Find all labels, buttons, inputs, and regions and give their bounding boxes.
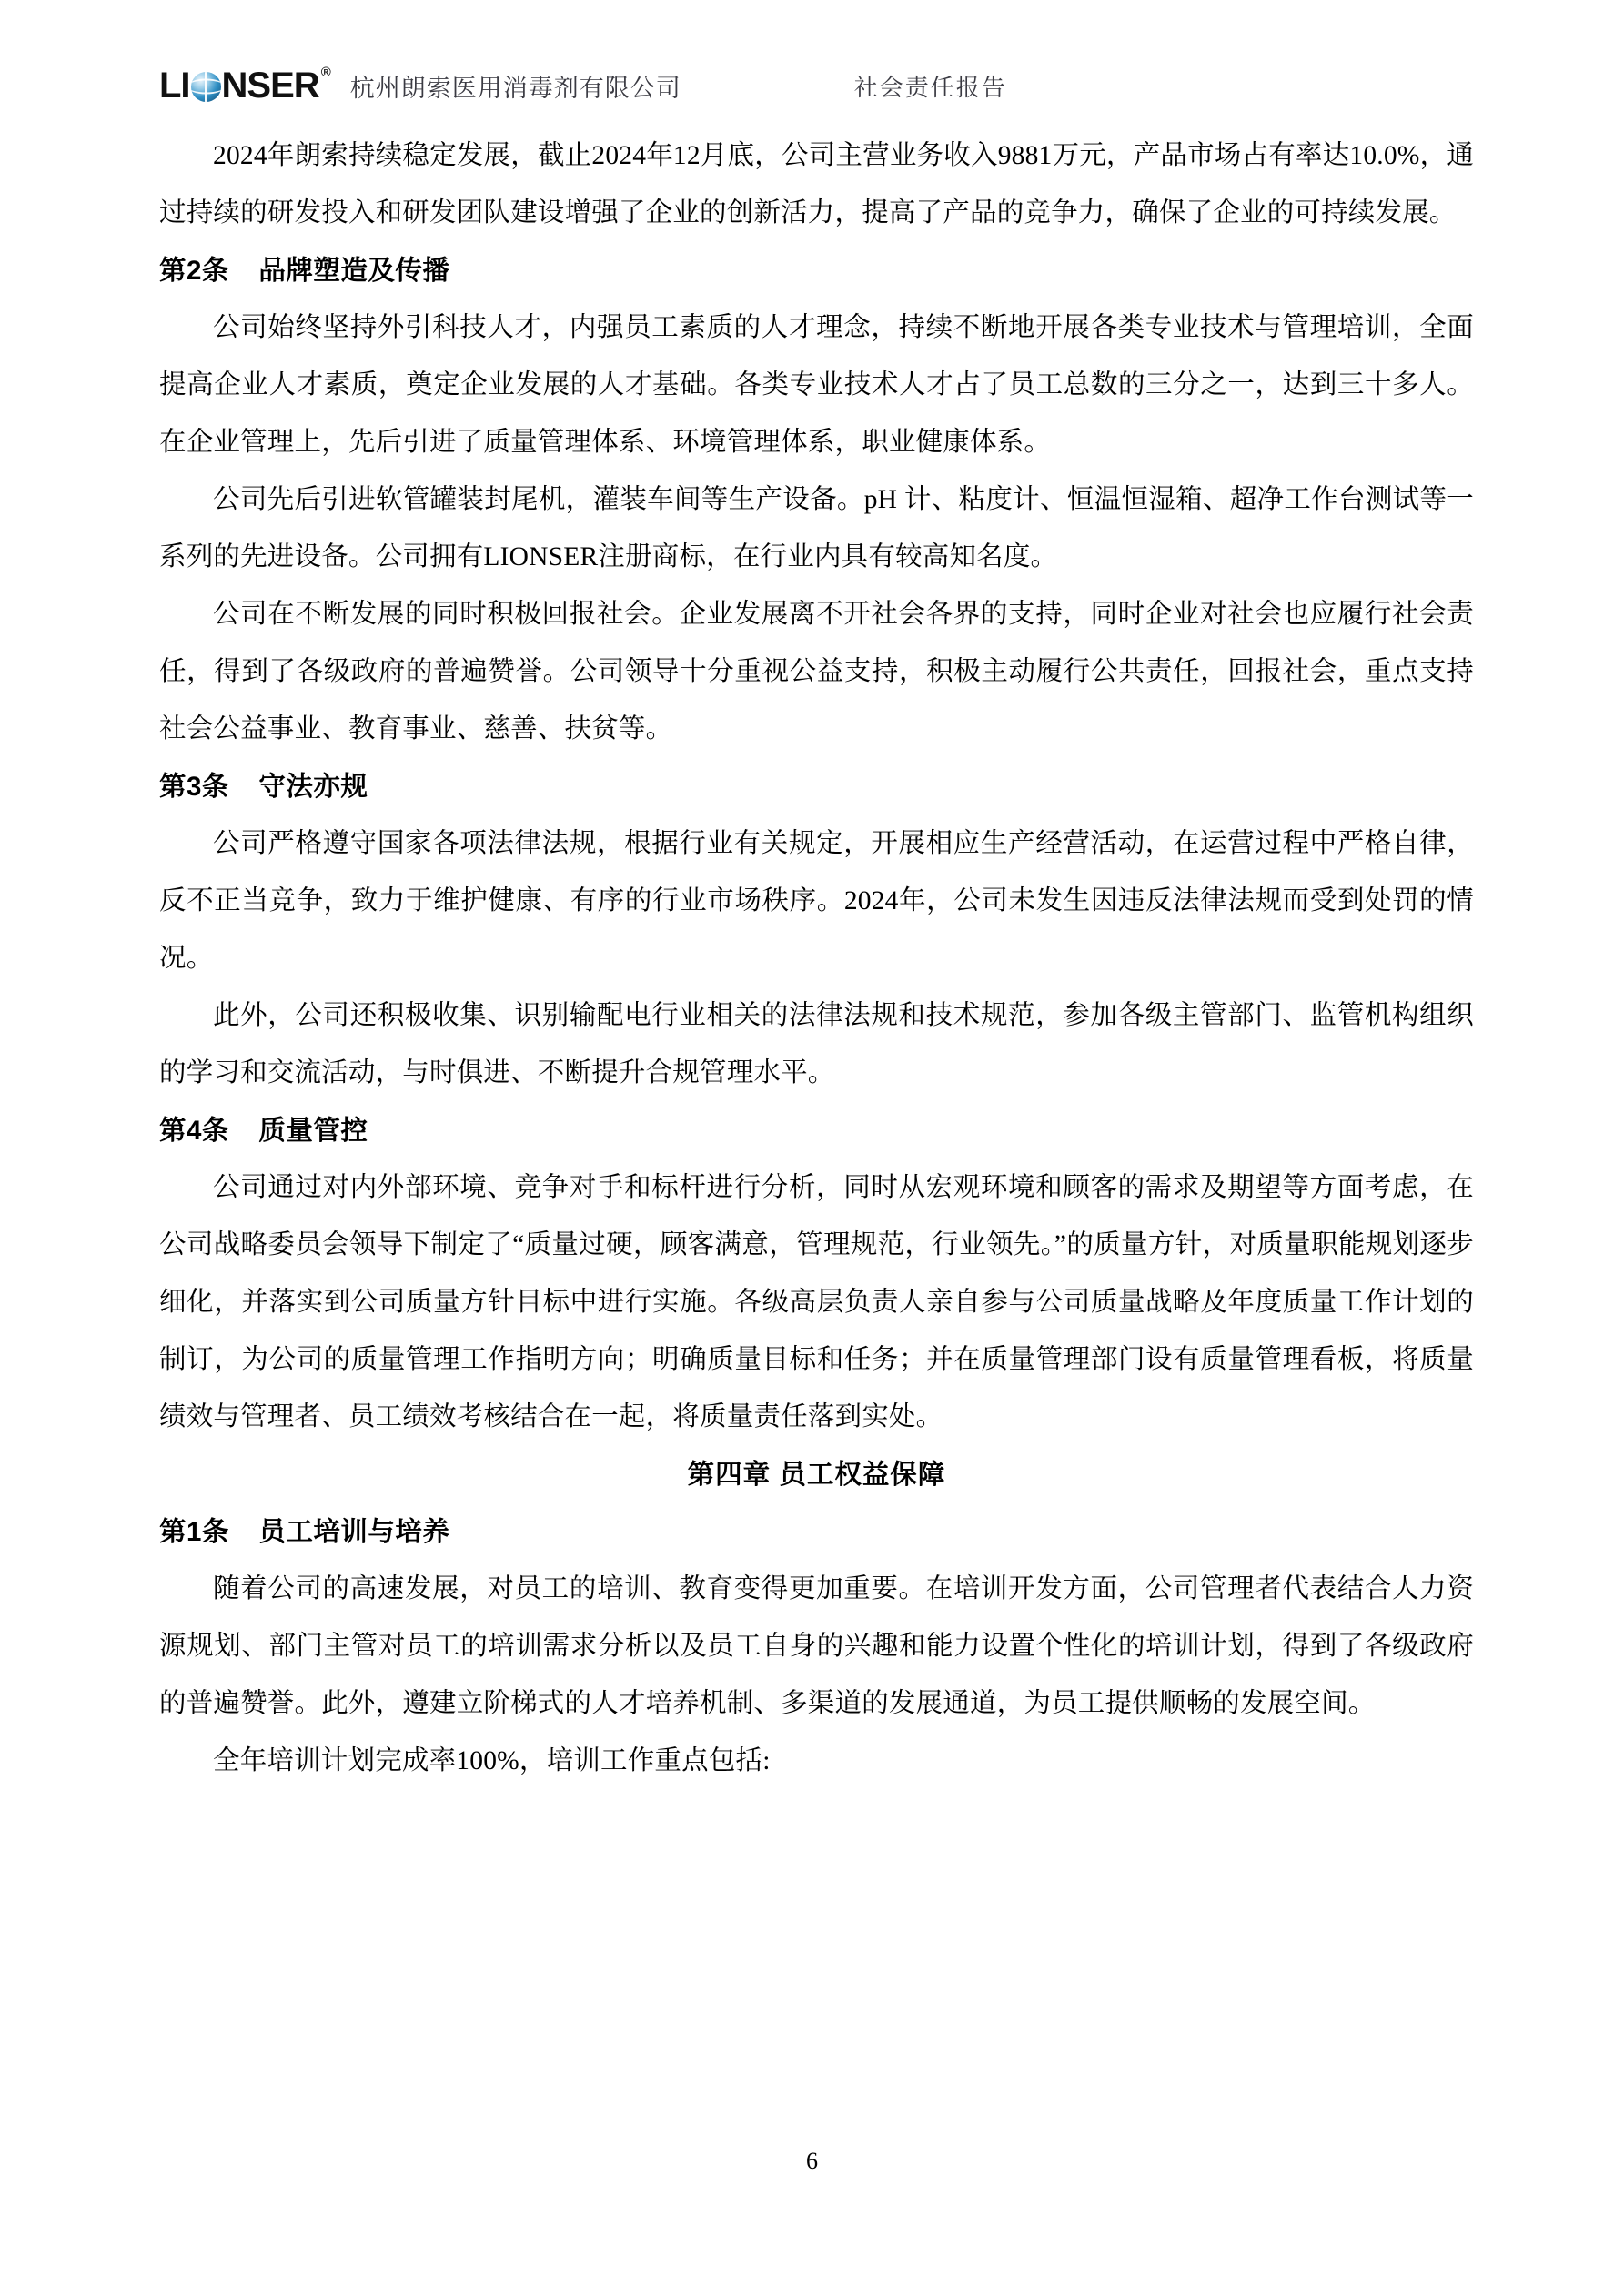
page-number: 6: [806, 2148, 818, 2174]
registered-trademark-icon: ®: [320, 65, 330, 80]
paragraph-talent-management: 公司始终坚持外引科技人才，内强员工素质的人才理念，持续不断地开展各类专业技术与管理培训，全面提高企业人才素质，奠定企业发展的人才基础。各类专业技术人才占了员工总数的三分之一，达到三十多人。在企业管理上，先后引进了质量管理体系、环境管理体系，职业健康体系。: [159, 313, 1474, 457]
article-3-number: 第3条: [159, 772, 229, 802]
logo-text-pre: LI: [159, 66, 190, 106]
paragraph-social-contribution: 公司在不断发展的同时积极回报社会。企业发展离不开社会各界的支持，同时企业对社会也应履行社会责任，得到了各级政府的普遍赞誉。公司领导十分重视公益支持，积极主动履行公共责任，回报社会，重点支持社会公益事业、教育事业、慈善、扶贫等。: [159, 600, 1474, 743]
article-1-title: 员工培训与培养: [258, 1517, 450, 1547]
article-2-title: 品牌塑造及传播: [258, 256, 450, 286]
article-2-number: 第2条: [159, 256, 229, 286]
document-content: [159, 127, 1474, 1790]
article-4-number: 第4条: [159, 1116, 229, 1146]
globe-icon: [191, 72, 221, 102]
paragraph-employee-training: 随着公司的高速发展，对员工的培训、教育变得更加重要。在培训开发方面，公司管理者代表结合人力资源规划、部门主管对员工的培训需求分析以及员工自身的兴趣和能力设置个性化的培训计划，得到了各级政府的普遍赞誉。此外，遵建立阶梯式的人才培养机制、多渠道的发展通道，为员工提供顺畅的发展空间。: [159, 1574, 1474, 1718]
heading-article-2: [159, 242, 1474, 299]
paragraph-quality-policy: 公司通过对内外部环境、竞争对手和标杆进行分析，同时从宏观环境和顾客的需求及期望等方面考虑，在公司战略委员会领导下制定了“质量过硬，顾客满意，管理规范，行业领先。”的质量方针，对质量职能规划逐步细化，并落实到公司质量方针目标中进行实施。各级高层负责人亲自参与公司质量战略及年度质量工作计划的制订，为公司的质量管理工作指明方向；明确质量目标和任务；并在质量管理部门设有质量管理看板，将质量绩效与管理者、员工绩效考核结合在一起，将质量责任落到实处。: [159, 1173, 1474, 1431]
page-footer: [0, 2148, 1624, 2175]
heading-article-4: [159, 1102, 1474, 1159]
heading-article-1: [159, 1503, 1474, 1561]
logo-text-post: NSER: [221, 66, 319, 106]
heading-chapter-4: 第四章 员工权益保障: [687, 1460, 946, 1490]
article-1-number: 第1条: [159, 1517, 229, 1547]
lionser-logo-mark: [159, 67, 330, 104]
article-3-title: 守法亦规: [258, 772, 368, 802]
header-company-name: 杭州朗索医用消毒剂有限公司: [349, 74, 681, 102]
paragraph-regulation-learning: 此外，公司还积极收集、识别输配电行业相关的法律法规和技术规范，参加各级主管部门、监管机构组织的学习和交流活动，与时俱进、不断提升合规管理水平。: [159, 1001, 1474, 1087]
paragraph-training-completion: 全年培训计划完成率100%，培训工作重点包括:: [213, 1746, 771, 1775]
paragraph-legal-compliance: 公司严格遵守国家各项法律法规，根据行业有关规定，开展相应生产经营活动，在运营过程中严格自律，反不正当竞争，致力于维护健康、有序的行业市场秩序。2024年，公司未发生因违反法律法规而受到处罚的情况。: [159, 829, 1474, 973]
paragraph-revenue-summary: 2024年朗索持续稳定发展，截止2024年12月底，公司主营业务收入9881万元，产品市场占有率达10.0%，通过持续的研发投入和研发团队建设增强了企业的创新活力，提高了产品的竞争力，确保了企业的可持续发展。: [159, 141, 1474, 228]
paragraph-equipment: 公司先后引进软管罐装封尾机，灌装车间等生产设备。pH 计、粘度计、恒温恒湿箱、超净工作台测试等一系列的先进设备。公司拥有LIONSER注册商标，在行业内具有较高知名度。: [159, 485, 1474, 571]
company-logo: [159, 67, 330, 104]
header-document-title: 社会责任报告: [853, 74, 1007, 101]
heading-article-3: [159, 758, 1474, 815]
article-4-title: 质量管控: [258, 1116, 368, 1146]
page-header: [159, 56, 1474, 115]
